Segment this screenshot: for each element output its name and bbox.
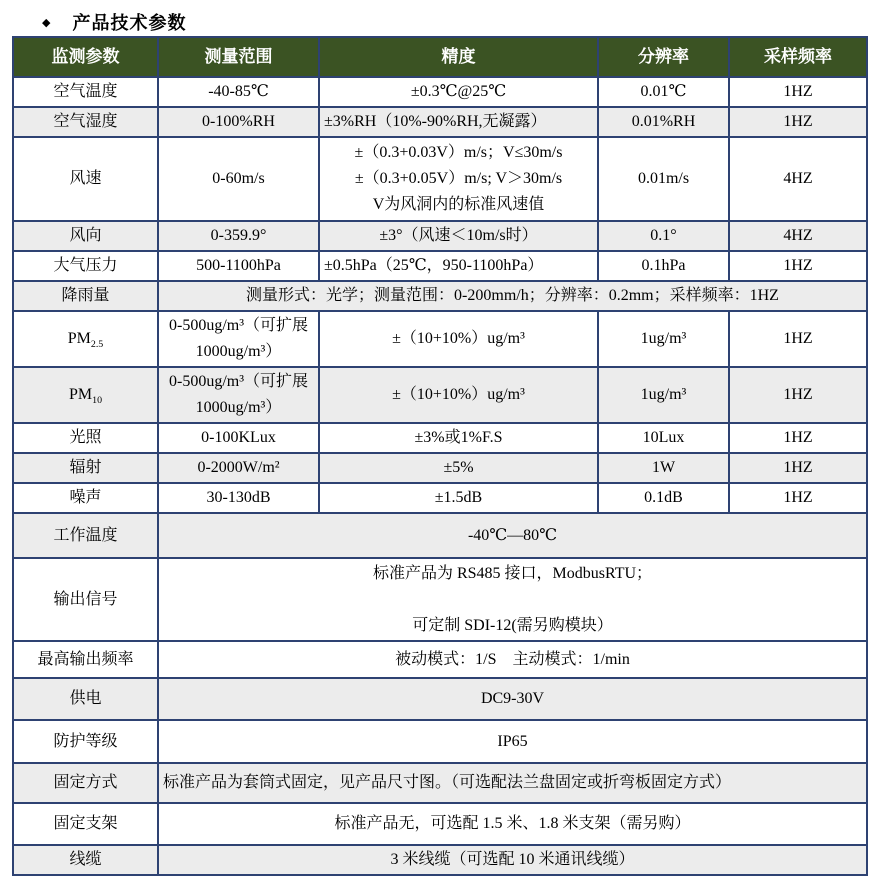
param-cell: 风向 (13, 221, 158, 251)
table-row (13, 678, 867, 720)
value-cell: 4HZ (729, 137, 867, 221)
value-cell: 4HZ (729, 221, 867, 251)
value-cell: 0.01%RH (598, 107, 729, 137)
param-cell: 大气压力 (13, 251, 158, 281)
diamond-bullet-icon: ◆ (42, 16, 51, 29)
value-cell: IP65 (158, 720, 867, 763)
table-row (13, 77, 867, 107)
value-cell: 1W (598, 453, 729, 483)
value-cell: -40-85℃ (158, 77, 319, 107)
param-subscript: 10 (92, 395, 103, 407)
param-cell: 线缆 (13, 845, 158, 875)
header-cell-range: 测量范围 (158, 37, 319, 77)
table-row (13, 281, 867, 311)
value-cell: 测量形式：光学；测量范围：0-200mm/h；分辨率：0.2mm；采样频率：1HZ (158, 281, 867, 311)
value-cell: 0-359.9° (158, 221, 319, 251)
value-cell (158, 367, 319, 423)
value-cell (319, 137, 598, 221)
value-cell: 1HZ (729, 107, 867, 137)
value-line: ±（0.3+0.03V）m/s；V≤30m/s (354, 144, 563, 161)
param-cell: 降雨量 (13, 281, 158, 311)
value-cell: 1HZ (729, 453, 867, 483)
value-cell: 1HZ (729, 251, 867, 281)
value-cell: 1HZ (729, 311, 867, 367)
value-cell: 1ug/m³ (598, 367, 729, 423)
value-cell: 1ug/m³ (598, 311, 729, 367)
table-row (13, 311, 867, 367)
value-cell: 0.1hPa (598, 251, 729, 281)
table-row (13, 803, 867, 845)
table-row (13, 137, 867, 221)
spec-table-body (13, 77, 867, 875)
param-cell: $PM_{10}$ (13, 367, 158, 423)
table-row (13, 483, 867, 513)
value-line: ±（0.3+0.05V）m/s; V＞30m/s (354, 170, 563, 187)
value-cell: 1HZ (729, 483, 867, 513)
param-cell: 空气湿度 (13, 107, 158, 137)
value-cell: 3 米线缆（可选配 10 米通讯线缆） (158, 845, 867, 875)
value-cell: 0-60m/s (158, 137, 319, 221)
table-row (13, 845, 867, 875)
value-cell: ±0.5hPa（25℃，950-1100hPa） (319, 251, 598, 281)
value-line: 可定制 SDI-12(需另购模块） (412, 616, 613, 634)
value-cell: -40℃—80℃ (158, 513, 867, 558)
value-cell: ±3°（风速＜10m/s时） (319, 221, 598, 251)
value-cell: 0.01℃ (598, 77, 729, 107)
param-cell: 风速 (13, 137, 158, 221)
spec-table (12, 36, 868, 876)
param-subscript: 2.5 (90, 339, 104, 351)
header-cell-param: 监测参数 (13, 37, 158, 77)
value-cell: 500-1100hPa (158, 251, 319, 281)
table-row (13, 453, 867, 483)
value-cell: ±5% (319, 453, 598, 483)
value-cell: 0.1° (598, 221, 729, 251)
param-cell: 最高输出频率 (13, 641, 158, 678)
param-cell: 工作温度 (13, 513, 158, 558)
value-cell: 10Lux (598, 423, 729, 453)
section-title (0, 0, 869, 36)
table-row (13, 367, 867, 423)
value-line: V为风洞内的标准风速值 (372, 196, 545, 213)
value-cell: ±0.3℃@25℃ (319, 77, 598, 107)
page-title: 产品技术参数 (72, 13, 187, 33)
value-cell: 1HZ (729, 77, 867, 107)
value-cell: 0.1dB (598, 483, 729, 513)
table-row (13, 251, 867, 281)
param-cell: 辐射 (13, 453, 158, 483)
param-cell: 固定支架 (13, 803, 158, 845)
value-cell: 1HZ (729, 423, 867, 453)
value-cell: 0-2000W/m² (158, 453, 319, 483)
value-line: 标准产品为 RS485 接口，ModbusRTU； (372, 564, 653, 582)
table-row (13, 763, 867, 803)
table-row (13, 221, 867, 251)
param-cell: $PM_{2.5}$ (13, 311, 158, 367)
param-cell: 空气温度 (13, 77, 158, 107)
table-row (13, 423, 867, 453)
header-cell-accuracy: 精度 (319, 37, 598, 77)
param-cell: 供电 (13, 678, 158, 720)
value-cell: 30-130dB (158, 483, 319, 513)
value-cell: ±（10+10%）ug/m³ (319, 367, 598, 423)
value-cell: ±（10+10%）ug/m³ (319, 311, 598, 367)
value-cell: 标准产品为套筒式固定，见产品尺寸图。（可选配法兰盘固定或折弯板固定方式） (158, 763, 867, 803)
value-cell: 0-100%RH (158, 107, 319, 137)
value-cell: 0.01m/s (598, 137, 729, 221)
param-cell: 光照 (13, 423, 158, 453)
table-row (13, 513, 867, 558)
param-cell: 噪声 (13, 483, 158, 513)
param-cell: 固定方式 (13, 763, 158, 803)
header-cell-samplerate: 采样频率 (729, 37, 867, 77)
value-cell: ±3%或1%F.S (319, 423, 598, 453)
value-cell: 0-100KLux (158, 423, 319, 453)
param-cell: 防护等级 (13, 720, 158, 763)
value-cell (158, 558, 867, 641)
value-cell: ±1.5dB (319, 483, 598, 513)
value-line: 0-500ug/m³（可扩展 (168, 317, 309, 334)
param-cell: 输出信号 (13, 558, 158, 641)
value-line: 1000ug/m³） (195, 399, 282, 416)
value-line: 0-500ug/m³（可扩展 (168, 373, 309, 390)
value-cell: DC9-30V (158, 678, 867, 720)
table-row (13, 720, 867, 763)
value-cell: ±3%RH（10%-90%RH,无凝露） (319, 107, 598, 137)
value-cell: 1HZ (729, 367, 867, 423)
table-row (13, 641, 867, 678)
value-cell: 标准产品无，可选配 1.5 米、1.8 米支架（需另购） (158, 803, 867, 845)
header-cell-resolution: 分辨率 (598, 37, 729, 77)
header-row (13, 37, 867, 77)
value-cell (158, 311, 319, 367)
table-row (13, 107, 867, 137)
value-line: 1000ug/m³） (195, 343, 282, 360)
value-cell: 被动模式：1/S 主动模式：1/min (158, 641, 867, 678)
table-row (13, 558, 867, 641)
